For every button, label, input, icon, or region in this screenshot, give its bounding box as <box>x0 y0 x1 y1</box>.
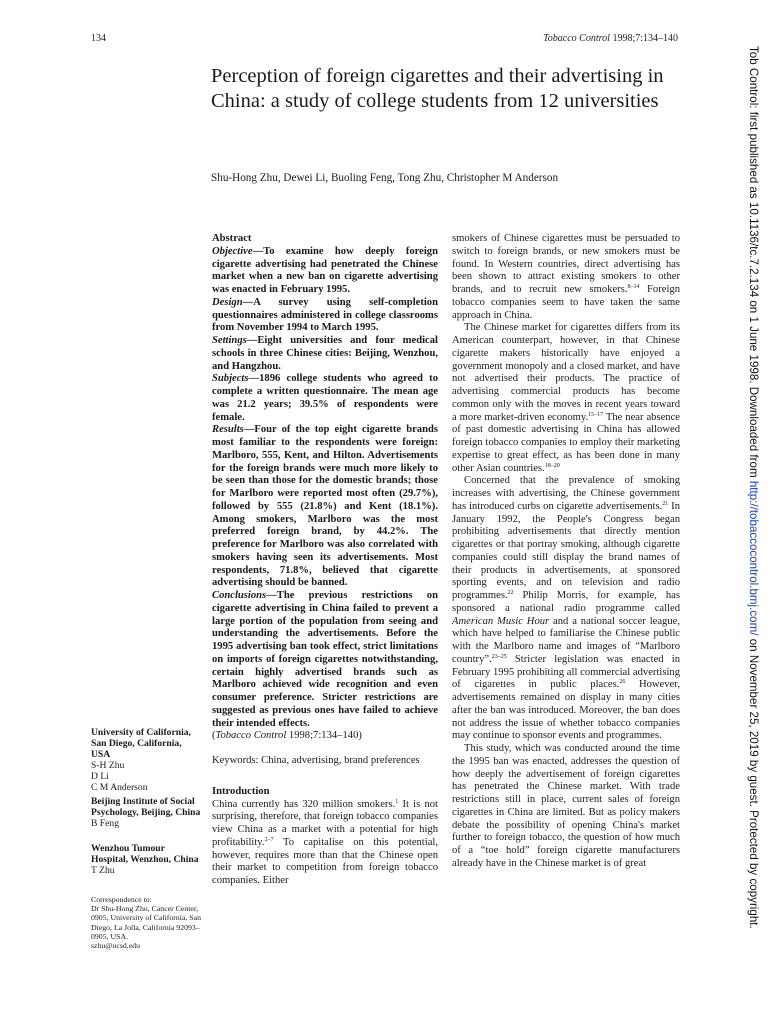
introduction-heading: Introduction <box>212 785 270 797</box>
design-label: Design <box>212 296 243 308</box>
affiliation-author: D Li <box>91 771 109 782</box>
reference-marker: 1 <box>395 798 399 805</box>
affiliation-author: B Feng <box>91 818 119 829</box>
affiliation-institution: Wenzhou Tumour Hospital, Wenzhou, China <box>91 843 199 865</box>
settings-label: Settings <box>212 335 247 346</box>
affiliation-institution: Beijing Institute of Social Psychology, Beijing, China <box>91 796 201 818</box>
reference-marker: 18–20 <box>544 462 560 469</box>
abstract-results <box>212 424 438 590</box>
running-header <box>543 33 678 44</box>
affiliation-institution: University of California, San Diego, California, USA <box>91 727 191 760</box>
citation-details: 1998;7:134–140) <box>286 730 362 742</box>
reference-marker: 22 <box>507 590 514 596</box>
results-label: Results <box>212 424 244 436</box>
correspondence-email[interactable]: szhu@ucsd.edu <box>91 941 140 951</box>
journal-citation: 1998;7:134–140 <box>612 33 678 44</box>
abstract-settings <box>212 335 438 373</box>
journal-name: Tobacco Control <box>543 33 610 44</box>
programme-name: American Music Hour <box>452 615 550 627</box>
reference-marker: 2–7 <box>264 836 274 843</box>
affiliation-author: C M Anderson <box>91 782 148 793</box>
download-notice: Tob Control: first published as 10.1136/tc.7.2.134 on 1 June 1998. Downloaded from http://tobaccocontrol.bmj.com/ on November 25, 2019 by guest. Protected by copyright. <box>747 46 760 929</box>
affiliation <box>91 843 203 876</box>
correspondence <box>91 895 203 950</box>
affiliation-author: S-H Zhu <box>91 760 125 771</box>
correspondence-label: Correspondence to: <box>91 895 152 904</box>
keywords: Keywords: China, advertising, brand preferences <box>212 755 420 766</box>
affiliation-author: T Zhu <box>91 865 115 876</box>
reference-marker: 21 <box>662 500 669 507</box>
citation-journal: Tobacco Control <box>215 730 287 742</box>
abstract-conclusions <box>212 590 438 730</box>
reference-marker: 23–25 <box>491 653 507 660</box>
objective-text: —To examine how deeply foreign cigarette advertising had penetrated the Chinese market when a new ban on cigarette advertising was enacted in February 1995. <box>212 245 438 295</box>
reference-marker: 15–17 <box>588 411 604 418</box>
body-paragraph: smokers of Chinese cigarettes must be persuaded to switch to foreign brands, or new smokers must be found. In Western countries, direct advertising has been shown to attract existing smokers to other brands, and to recruit new smokers.$^{8-14}$ Foreign tobacco companies seem to have taken the same approach in China. <box>452 233 680 321</box>
settings-text: —Eight universities and four medical schools in three Chinese cities: Beijing, Wenzhou, and Hangzhou. <box>212 335 438 372</box>
introduction-paragraph: China currently has 320 million smokers.$^1$ It is not surprising, therefore, that foreign tobacco companies view China as a market with a potential for high profitability.$^{2-7}$ To capitalise on this potential, however, requires more than that the Chinese open their market to competition from foreign tobacco companies. Either <box>212 798 438 886</box>
body-paragraph: This study, which was conducted around the time the 1995 ban was enacted, addresses the question of how deeply the advertisement of foreign cigarettes has penetrated the Chinese market. With trade restrictions still in place, current sales of foreign cigarettes in China are limited. But as policy makers debate the possibility of opening China's market further to foreign tobacco, the question of how much of a “toe hold” foreign cigarette manufacturers already have in the Chinese market is of great <box>452 743 680 869</box>
body-column <box>452 233 680 871</box>
abstract-design <box>212 297 438 335</box>
reference-marker: 8–14 <box>627 284 640 290</box>
journal-link[interactable]: http://tobaccocontrol.bmj.com/ <box>747 480 760 636</box>
results-text: —Four of the top eight cigarette brands most familiar to the respondents were foreign: Marlboro, 555, Kent, and Hilton. Advertisements for the foreign brands were much more likely to be seen than those for the domestic brands; those for Marlboro were reported most often (29.7%), followed by 555 (21.8%) and Kent (18.1%). Among smokers, Marlboro was the most preferred foreign brand, by 44.2%. The preference for Marlboro was also correlated with smokers having seen its advertisements. Most respondents, 71.8%, believed that cigarette advertising should be banned. <box>212 424 438 589</box>
body-paragraph: Concerned that the prevalence of smoking increases with advertising, the Chinese government has introduced curbs on cigarette advertisements.$^{21}$ In January 1992, the People's Congress began prohibiting advertisements that directly mention cigarettes or that portray smoking, although cigarette companies could still display the brand names of their products in advertisements, at sponsored sporting events, and on television and radio programmes.$^{22}$ Philip Morris, for example, has sponsored a national radio programme called American Music Hour and a national soccer league, which have helped to familiarise the Chinese public with the Marlboro name and images of “Marlboro country”.$^{23-25}$ Stricter legislation was enacted in February 1995 prohibiting all commercial advertising of cigarettes in public places.$^{26}$ However, advertisements remained on display in many cities after the ban was introduced. Moreover, the ban does not address the issue of whether tobacco companies may continue to sponsor events and programmes. <box>452 475 680 742</box>
page-number: 134 <box>91 33 106 44</box>
abstract-subjects <box>212 373 438 424</box>
abstract-heading: Abstract <box>212 233 252 244</box>
subjects-label: Subjects <box>212 373 249 385</box>
design-text: —A survey using self-completion questionnaires administered in college classrooms from November 1994 to March 1995. <box>212 296 438 334</box>
abstract-column <box>212 233 438 888</box>
author-list: Shu-Hong Zhu, Dewei Li, Buoling Feng, Tong Zhu, Christopher M Anderson <box>211 172 559 184</box>
objective-label: Objective <box>212 245 253 257</box>
reference-marker: 26 <box>619 679 626 686</box>
affiliation <box>91 727 203 793</box>
body-paragraph: The Chinese market for cigarettes differs from its American counterpart, however, in that Chinese cigarette makers historically have enjoyed a government monopoly and a closed market, and have not advertised their products. The practice of advertising commercial products has become common only with the moves in recent years toward a more market-driven economy.$^{15-17}$ The near absence of past domestic advertising in China has allowed foreign tobacco companies to employ their marketing expertise to great effect, as has been done in many other Asian countries.$^{18-20}$ <box>452 322 680 474</box>
correspondence-address: Dr Shu-Hong Zhu, Cancer Center, 0905, University of California, San Diego, La Jolla, California 92093–0905, USA. <box>91 904 202 941</box>
abstract-citation: (Tobacco Control 1998;7:134–140) <box>212 730 362 742</box>
subjects-text: —1896 college students who agreed to complete a written questionnaire. The mean age was 21.2 years; 39.5% of respondents were female. <box>212 373 438 423</box>
affiliation <box>91 796 203 829</box>
abstract-objective <box>212 246 438 297</box>
conclusions-label: Conclusions <box>212 590 267 601</box>
article-title: Perception of foreign cigarettes and their advertising in China: a study of college students from 12 universities <box>211 65 664 112</box>
conclusions-text: —The previous restrictions on cigarette advertising in China failed to prevent a large portion of the population from seeing and understanding the advertisements. Before the 1995 advertising ban took effect, strict limitations on imports of foreign cigarettes notwithstanding, certain highly advertised brands such as Marlboro achieved wide recognition and even consumer preference. Stricter restrictions are suggested as previous ones have failed to achieve their intended effects. <box>212 590 438 729</box>
